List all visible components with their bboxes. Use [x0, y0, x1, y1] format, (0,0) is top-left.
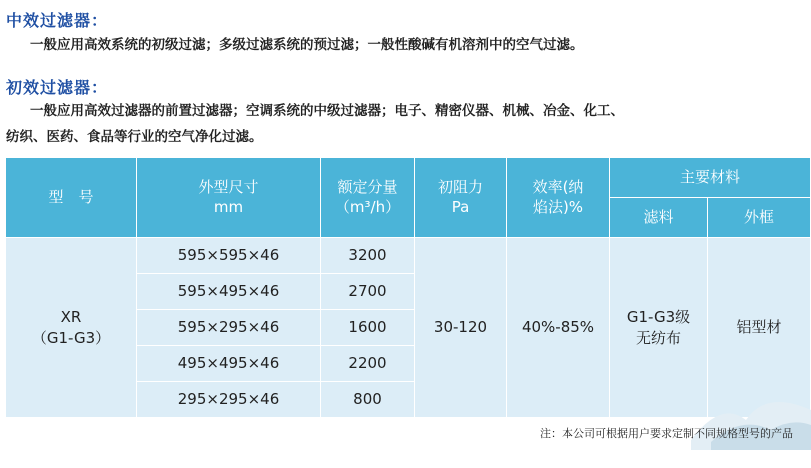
spec-table [5, 157, 811, 418]
header-efficiency-line2: 焰法)% [532, 197, 584, 216]
filter-media-grade: G1-G3级 [626, 308, 691, 327]
model-name: XR [60, 308, 82, 327]
size-cell: 595×295×46 [137, 310, 321, 346]
header-flow-label: 额定分量 [337, 178, 398, 196]
efficiency-cell: 40%-85% [507, 238, 610, 418]
header-resistance-unit: Pa [451, 197, 470, 216]
resistance-cell: 30-120 [415, 238, 507, 418]
header-row [6, 158, 811, 198]
header-flow [321, 158, 415, 238]
header-size [137, 158, 321, 238]
section-title-medium-filter: 中效过滤器： [6, 11, 109, 30]
header-size-unit: mm [213, 197, 244, 216]
header-resistance-label: 初阻力 [437, 178, 483, 196]
header-resistance [415, 158, 507, 238]
size-cell: 595×495×46 [137, 274, 321, 310]
section-text-medium-filter: 一般应用高效系统的初级过滤；多级过滤系统的预过滤；一般性酸碱有机溶剂中的空气过滤。 [30, 37, 584, 53]
header-materials: 主要材料 [610, 158, 811, 198]
header-size-label: 外型尺寸 [198, 178, 259, 196]
section-title-primary-filter: 初效过滤器： [6, 78, 109, 97]
flow-cell: 3200 [321, 238, 415, 274]
frame-cell: 铝型材 [708, 238, 811, 418]
section-text-primary-filter-line2: 纺织、医药、食品等行业的空气净化过滤。 [6, 129, 263, 145]
flow-cell: 1600 [321, 310, 415, 346]
model-cell [6, 238, 137, 418]
flow-cell: 2700 [321, 274, 415, 310]
footnote: 注：本公司可根据用户要求定制不同规格型号的产品 [540, 427, 793, 440]
section-text-primary-filter-line1: 一般应用高效过滤器的前置过滤器；空调系统的中级过滤器；电子、精密仪器、机械、冶金、化工、 [30, 103, 624, 119]
filter-media-material: 无纺布 [635, 328, 681, 347]
header-efficiency [507, 158, 610, 238]
header-frame: 外框 [708, 198, 811, 238]
table-row [6, 238, 811, 274]
size-cell: 495×495×46 [137, 346, 321, 382]
header-flow-unit: （m³/h） [334, 197, 401, 216]
header-model: 型 号 [6, 158, 137, 238]
flow-cell: 800 [321, 382, 415, 418]
size-cell: 595×595×46 [137, 238, 321, 274]
model-grade: （G1-G3） [31, 328, 111, 347]
header-efficiency-line1: 效率(纳 [532, 178, 584, 196]
header-filter-media: 滤料 [610, 198, 708, 238]
size-cell: 295×295×46 [137, 382, 321, 418]
flow-cell: 2200 [321, 346, 415, 382]
